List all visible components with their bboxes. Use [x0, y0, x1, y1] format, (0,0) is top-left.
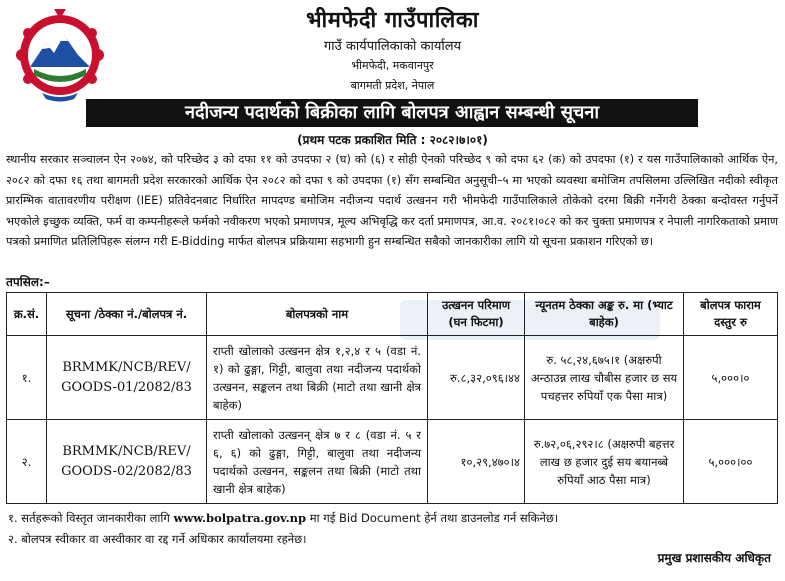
- bid-table: [6, 292, 778, 504]
- notice-body: स्थानीय सरकार सञ्चालन ऐन २०७४, को परिच्छेद ३ को दफा ११ को उपदफा २ (घ) को (६) र सोही ऐनको परिच्छेद ९ को दफा ६२ (क) को उपदफा (१) र यस गाउँपालिकाको आर्थिक ऐन, २०८२ को दफा १६ तथा बागमती प्रदेश सरकारको आर्थिक ऐन २०८२ को दफा ९ को उपदफा (१) सँग सम्बन्धित अनुसूची–५ मा भएको व्यवस्था बमोजिम तपसिलमा उल्लिखित नदीको स्वीकृत प्रारम्भिक वातावरणीय परीक्षण (IEE) प्रतिवेदनबाट निर्धारित मापदण्ड बमोजिम नदीजन्य पदार्थ उत्खनन गरी भीमफेदी गाउँपालिकाले तोकेको दरमा बिक्री गर्नेगरी ठेक्का बन्दोवस्त गर्नुपर्ने भएकोले इच्छुक व्यक्ति, फर्म वा कम्पनीहरूले फर्मको नवीकरण भएको प्रमाणपत्र, मूल्य अभिवृद्धि कर दर्ता प्रमाणपत्र, आ.व. २०८१।०८२ को कर चुक्ता प्रमाणपत्र र नेपाली नागरिकताको प्रमाण पत्रको प्रमाणित प्रतिलिपिहरू संलग्न गरी E-Bidding मार्फत बोलपत्र प्रक्रियामा सहभागी हुन सम्बन्धित सबैको जानकारीका लागि यो सूचना प्रकाशन गरिएको छ।: [6, 153, 778, 248]
- table-row: [7, 336, 778, 420]
- table-row: [7, 420, 778, 504]
- row-name: राप्ती खोलाको उत्खनन क्षेत्र १,२,४ र ५ (वडा नं. १) को ढुङ्गा, गिट्टी, बालुवा तथा नदीजन्य पदार्थको उत्खनन, सङ्कलन तथा बिक्री (माटो तथा खानी क्षेत्र बाहेक): [207, 336, 428, 420]
- col-header-sn: क्र.सं.: [7, 293, 47, 336]
- col-header-name: बोलपत्रको नाम: [207, 293, 428, 336]
- bolpatra-link[interactable]: www.bolpatra.gov.np: [173, 511, 307, 525]
- col-header-fee: बोलपत्र फाराम दस्तुर रु: [684, 293, 778, 336]
- notice-title: नदीजन्य पदार्थको बिक्रीका लागि बोलपत्र आह्वान सम्बन्धी सूचना: [86, 99, 698, 127]
- row-sn: १.: [7, 336, 47, 420]
- signature-title: प्रमुख प्रशासकीय अधिकृत: [657, 551, 771, 565]
- note-1: [8, 508, 558, 529]
- row-notice-no: BRMMK/NCB/REV/ GOODS-01/2082/83: [47, 336, 207, 420]
- row-name: राप्ती खोलाको उत्खनन् क्षेत्र ७ र ८ (वडा नं. ५ र ६, ६) को ढुङ्गा, गिट्टी, बालुवा तथा नदीजन्य पदार्थको उत्खनन, सङ्कलन तथा बिक्री (माटो तथा खानी क्षेत्र बाहेक): [207, 420, 428, 504]
- row-qty: रु.८,३२,०९६।४४: [428, 336, 525, 420]
- col-header-notice-no: सूचना /ठेक्का नं./बोलपत्र नं.: [47, 293, 207, 336]
- office-name: भीमफेदी गाउँपालिका: [306, 8, 479, 33]
- office-subtitle: गाउँ कार्यपालिकाको कार्यालय: [323, 39, 462, 54]
- publication-date: (प्रथम पटक प्रकाशित मिति : २०८२।७।०१): [297, 133, 488, 147]
- row-min-amount: रु.७२,०६,२९२।८ (अक्षरुपी बहत्तर लाख छ हजार दुई सय बयानब्बे रुपियाँ आठ पैसा मात्र): [525, 420, 684, 504]
- schedule-label: तपसिल:–: [6, 275, 50, 289]
- office-location: भीमफेदी, मकवानपुर: [351, 59, 434, 72]
- office-province: बागमती प्रदेश, नेपाल: [350, 79, 435, 92]
- col-header-min-amount: न्यूनतम ठेक्का अङ्क रु. मा (भ्याट बाहेक): [525, 293, 684, 336]
- row-notice-no: BRMMK/NCB/REV/ GOODS-02/2082/83: [47, 420, 207, 504]
- note-2: २. बोलपत्र स्वीकार वा अस्वीकार वा रद्द गर्ने अधिकार कार्यालयमा रहनेछ।: [8, 532, 307, 546]
- row-qty: १०,२९,४७०।४: [428, 420, 525, 504]
- row-sn: २.: [7, 420, 47, 504]
- row-min-amount: रु. ५८,२४,६७५।१ (अक्षरुपी अन्ठाउन्न लाख चौबीस हजार छ सय पचहत्तर रुपियाँ एक पैसा मात्र): [525, 336, 684, 420]
- note-1-prefix: १. सर्तहरूको विस्तृत जानकारीका लागि: [8, 511, 170, 525]
- row-fee: ५,०००।००: [684, 420, 778, 504]
- note-1-suffix: मा गई Bid Document हेर्न तथा डाउनलोड गर्न सकिनेछ।: [309, 511, 559, 525]
- table-header-row: [7, 293, 778, 336]
- notes: [8, 508, 558, 550]
- col-header-qty: उत्खनन परिमाण (घन फिटमा): [428, 293, 525, 336]
- row-fee: ५,०००।०: [684, 336, 778, 420]
